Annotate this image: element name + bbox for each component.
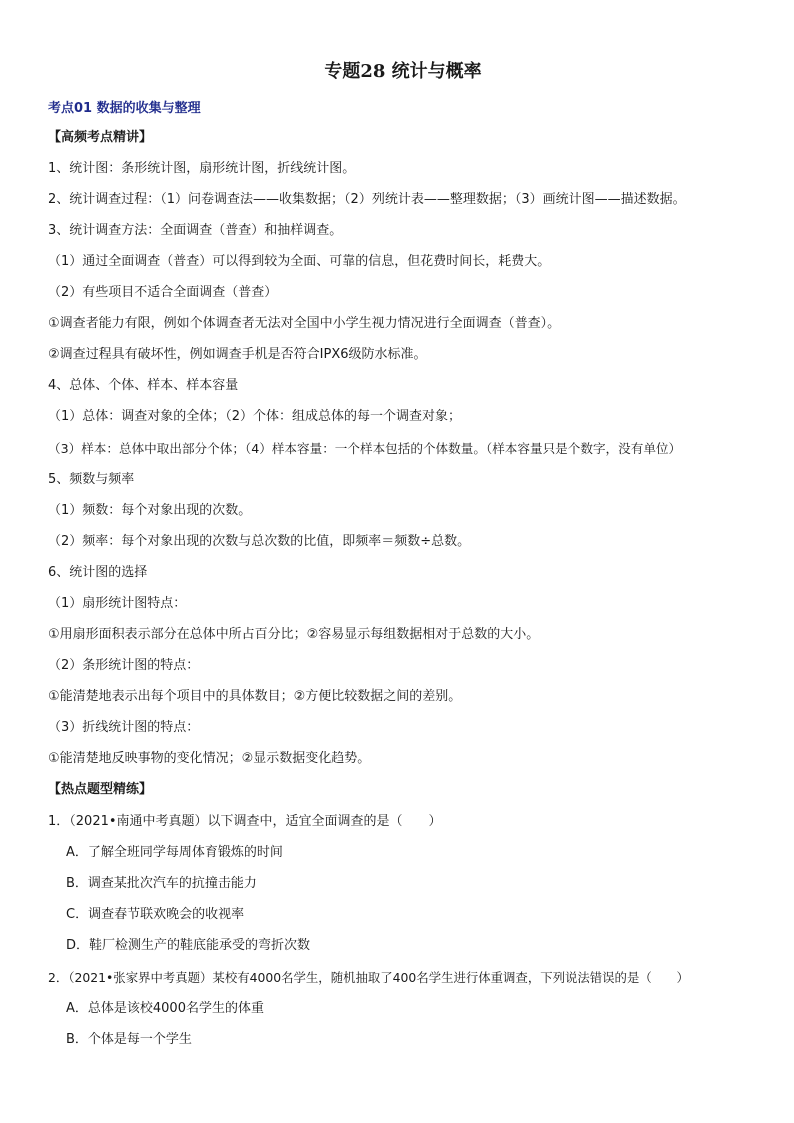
question-option: A．总体是该校4000名学生的体重 [66,1001,264,1016]
text-line: （1）总体：调查对象的全体；（2）个体：组成总体的每一个调查对象； [48,409,462,424]
text-line: 5、频数与频率 [48,472,135,487]
text-line: （2）条形统计图的特点： [48,658,200,673]
question-option: A．了解全班同学每周体育锻炼的时间 [66,845,283,860]
text-line: ①能清楚地反映事物的变化情况；②显示数据变化趋势。 [48,751,371,766]
text-line: ①用扇形面积表示部分在总体中所占百分比；②容易显示每组数据相对于总数的大小。 [48,627,540,642]
section-heading: 【高频考点精讲】 [48,130,153,145]
question-option: B．调查某批次汽车的抗撞击能力 [66,876,257,891]
text-line: （1）通过全面调查（普查）可以得到较为全面、可靠的信息，但花费时间长，耗费大。 [48,254,551,269]
section-subtitle: 考点01 数据的收集与整理 [48,101,201,116]
question-option: B．个体是每一个学生 [66,1032,192,1047]
text-line: （2）频率：每个对象出现的次数与总次数的比值，即频率＝频数÷总数。 [48,534,471,549]
text-line: 4、总体、个体、样本、样本容量 [48,378,239,393]
text-line: 2、统计调查过程：（1）问卷调查法——收集数据；（2）列统计表——整理数据；（3）画统计图——描述数据。 [48,192,686,207]
text-line: （1）频数：每个对象出现的次数。 [48,503,252,518]
text-line: （1）扇形统计图特点： [48,596,187,611]
text-line: 3、统计调查方法：全面调查（普查）和抽样调查。 [48,223,343,238]
text-line: ①调查者能力有限，例如个体调查者无法对全国中小学生视力情况进行全面调查（普查）。 [48,316,561,331]
question-option: D．鞋厂检测生产的鞋底能承受的弯折次数 [66,938,311,953]
text-line: 6、统计图的选择 [48,565,148,580]
text-line: （3）样本：总体中取出部分个体；（4）样本容量：一个样本包括的个体数量。（样本容量只是个数字，没有单位） [48,441,682,456]
question-option: C．调查春节联欢晚会的收视率 [66,907,245,922]
text-line: （2）有些项目不适合全面调查（普查） [48,285,278,300]
question-line: 2．（2021•张家界中考真题）某校有4000名学生，随机抽取了400名学生进行体重调查，下列说法错误的是（ ） [48,970,689,985]
text-line: ②调查过程具有破坏性，例如调查手机是否符合IPX6级防水标准。 [48,347,427,362]
page-title: 专题28 统计与概率 [324,61,482,82]
text-line: 1、统计图：条形统计图，扇形统计图，折线统计图。 [48,161,356,176]
question-line: 1．（2021•南通中考真题）以下调查中，适宜全面调查的是（ ） [48,814,442,829]
text-line: ①能清楚地表示出每个项目中的具体数目；②方便比较数据之间的差别。 [48,689,462,704]
text-line: （3）折线统计图的特点： [48,720,200,735]
section-heading: 【热点题型精练】 [48,782,153,797]
